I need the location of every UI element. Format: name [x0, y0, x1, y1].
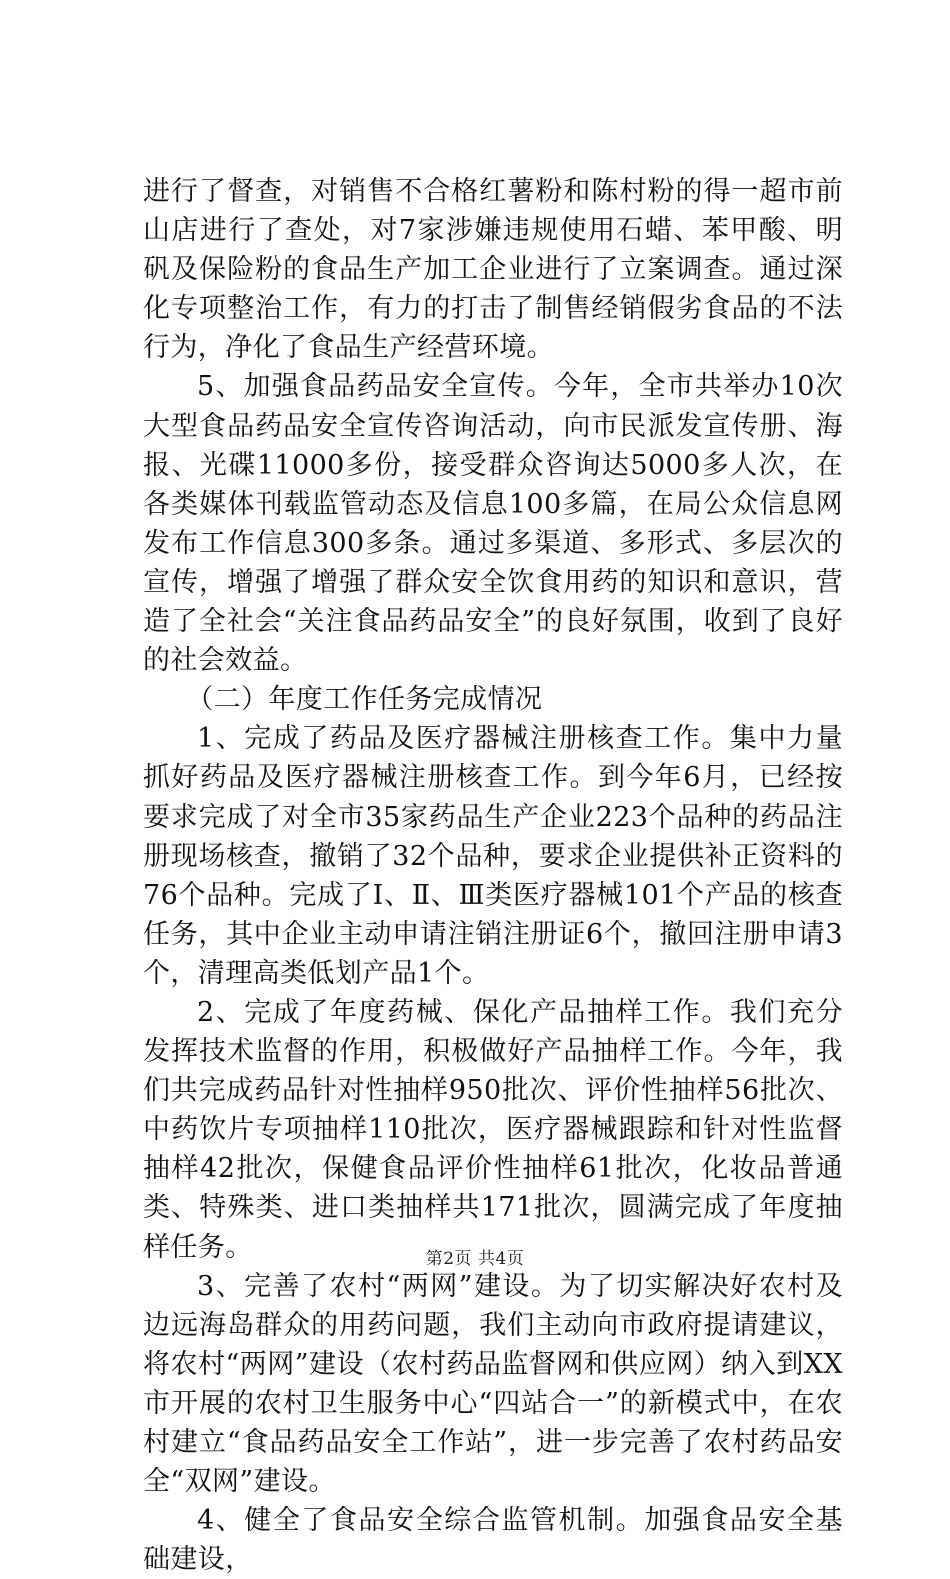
paragraph-item-1: 1、完成了药品及医疗器械注册核查工作。集中力量抓好药品及医疗器械注册核查工作。到今年6月，已经按要求完成了对全市35家药品生产企业223个品种的药品注册现场核查，撤销了32个品种，要求企业提供补正资料的76个品种。完成了Ⅰ、Ⅱ、Ⅲ类医疗器械101个产品的核查任务，其中企业主动申请注销注册证6个，撤回注册申请3个，清理高类低划产品1个。	[143, 723, 843, 989]
paragraph-item-2: 2、完成了年度药械、保化产品抽样工作。我们充分发挥技术监督的作用，积极做好产品抽样工作。今年，我们共完成药品针对性抽样950批次、评价性抽样56批次、中药饮片专项抽样110批次，医疗器械跟踪和针对性监督抽样42批次，保健食品评价性抽样61批次，化妆品普通类、特殊类、进口类抽样共171批次，圆满完成了年度抽样任务。	[143, 996, 843, 1263]
paragraph-item-4: 4、健全了食品安全综合监管机制。加强食品安全基础建设，	[143, 1505, 843, 1576]
paragraph-item-3: 3、完善了农村“两网”建设。为了切实解决好农村及边远海岛群众的用药问题，我们主动向市政府提请建议，将农村“两网”建设（农村药品监督网和供应网）纳入到XX市开展的农村卫生服务中心“四站合一”的新模式中，在农村建立“食品药品安全工作站”，进一步完善了农村药品安全“双网”建设。	[143, 1270, 843, 1498]
document-body	[143, 172, 843, 1579]
section-heading: （二）年度工作任务完成情况	[186, 684, 543, 716]
page-number-footer: 第2页 共4页	[425, 1249, 525, 1269]
paragraph-continuation: 进行了督查，对销售不合格红薯粉和陈村粉的得一超市前山店进行了查处，对7家涉嫌违规使用石蜡、苯甲酸、明矾及保险粉的食品生产加工企业进行了立案调查。通过深化专项整治工作，有力的打击了制售经销假劣食品的不法行为，净化了食品生产经营环境。	[143, 176, 843, 364]
paragraph-item-5: 5、加强食品药品安全宣传。今年，全市共举办10次大型食品药品安全宣传咨询活动，向市民派发宣传册、海报、光碟11000多份，接受群众咨询达5000多人次，在各类媒体刊载监管动态及信息100多篇，在局公众信息网发布工作信息300多条。通过多渠道、多形式、多层次的宣传，增强了增强了群众安全饮食用药的知识和意识，营造了全社会“关注食品药品安全”的良好氛围，收到了良好的社会效益。	[143, 371, 843, 677]
